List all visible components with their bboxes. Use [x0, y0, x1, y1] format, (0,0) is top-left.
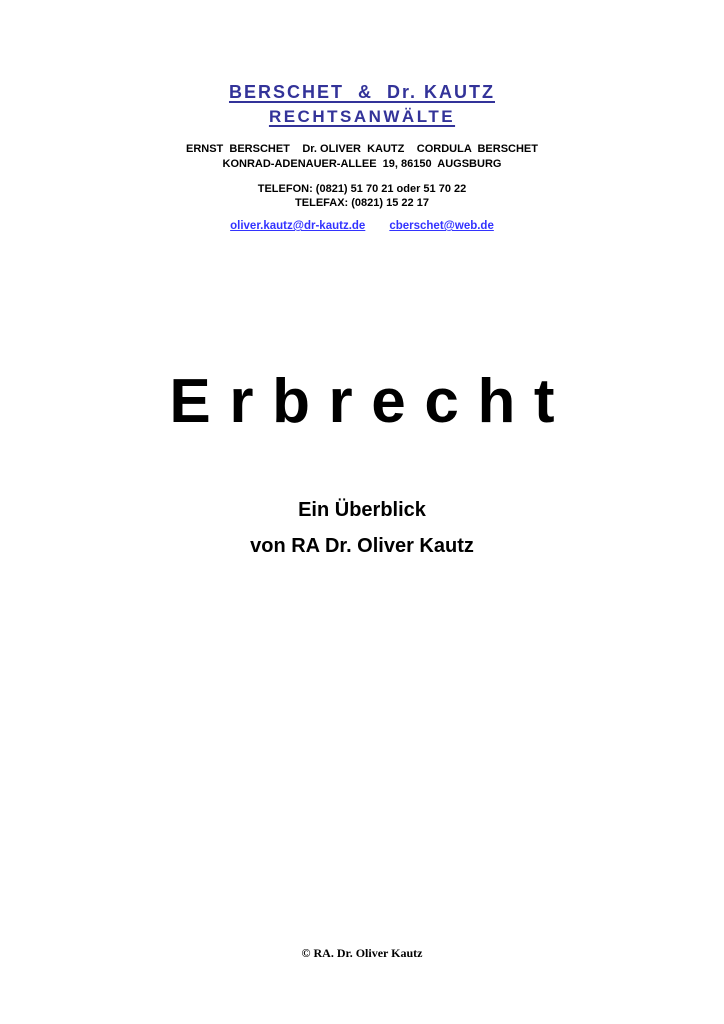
lawyer-name-ernst-berschet: ERNST BERSCHET	[186, 143, 290, 155]
firm-name: BERSCHET & Dr. KAUTZ	[228, 82, 495, 102]
firm-subtitle: RECHTSANWÄLTE	[268, 107, 456, 126]
telefon-line: TELEFON: (0821) 51 70 21 oder 51 70 22	[257, 183, 467, 195]
email-link-cberschet[interactable]: cberschet@web.de	[389, 220, 494, 232]
author-line: von RA Dr. Oliver Kautz	[250, 535, 474, 557]
lawyer-names-row	[186, 143, 538, 155]
email-links-row	[0, 220, 724, 232]
document-title: Erbrecht	[169, 367, 574, 436]
lawyer-name-oliver-kautz: Dr. OLIVER KAUTZ	[302, 143, 405, 155]
document-subtitle: Ein Überblick	[298, 499, 426, 521]
copyright-line: © RA. Dr. Oliver Kautz	[301, 946, 423, 960]
telefax-line: TELEFAX: (0821) 15 22 17	[295, 197, 429, 209]
lawyer-name-cordula-berschet: CORDULA BERSCHET	[416, 143, 538, 155]
office-address: KONRAD-ADENAUER-ALLEE 19, 86150 AUGSBURG	[222, 158, 502, 170]
email-link-oliver-kautz[interactable]: oliver.kautz@dr-kautz.de	[230, 220, 366, 232]
